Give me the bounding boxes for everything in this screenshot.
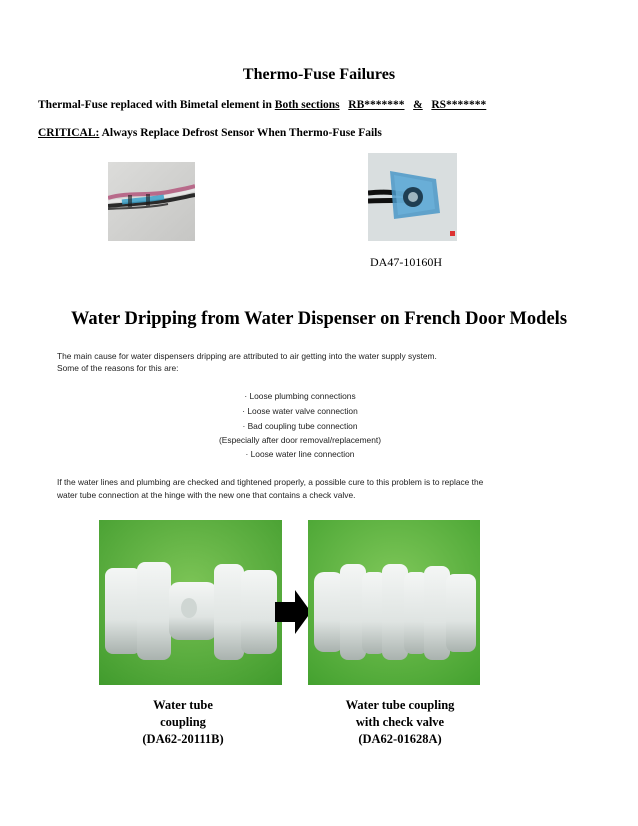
reason-item: · Loose plumbing connections [244, 391, 356, 401]
coupling-caption [118, 697, 248, 748]
reason-item: · Bad coupling tube connection [242, 421, 358, 431]
bimetal-note-prefix: Thermal-Fuse replaced with Bimetal element in [38, 99, 275, 111]
both-sections-text: Both sections [274, 99, 340, 111]
cure-line: If the water lines and plumbing are checked and tightened properly, a possible cure to this problem is to replace the [57, 477, 484, 487]
caption-line: Water tube [153, 698, 213, 712]
caption-line: coupling [160, 715, 206, 729]
cure-line: water tube connection at the hinge with the new one that contains a check valve. [57, 490, 356, 500]
caption-part-number: (DA62-20111B) [142, 732, 224, 746]
critical-label: CRITICAL: [38, 127, 100, 139]
caption-part-number: (DA62-01628A) [358, 732, 442, 746]
defrost-sensor-photo [368, 153, 457, 241]
bimetal-wire-photo [108, 162, 195, 241]
intro-line: Some of the reasons for this are: [57, 363, 179, 373]
critical-note [38, 127, 382, 139]
section-title-water-dripping: Water Dripping from Water Dispenser on French Door Models [70, 309, 568, 329]
intro-line: The main cause for water dispensers dripping are attributed to air getting into the water supply system. [57, 351, 437, 361]
rb-model-text: RB******* [348, 99, 405, 111]
caption-line: Water tube coupling [345, 698, 455, 712]
critical-text: Always Replace Defrost Sensor When Thermo-Fuse Fails [99, 127, 382, 139]
bimetal-note [38, 99, 486, 111]
check-valve-coupling-photo [308, 520, 480, 685]
ampersand-text: & [413, 99, 423, 111]
check-valve-caption [320, 697, 480, 748]
reason-item: (Especially after door removal/replacement) [219, 435, 381, 445]
reason-item: · Loose water valve connection [242, 406, 358, 416]
right-arrow-icon [275, 590, 311, 634]
reason-item: · Loose water line connection [245, 449, 355, 459]
section-title-thermo-fuse: Thermo-Fuse Failures [242, 66, 396, 83]
water-tube-coupling-photo [99, 520, 282, 685]
rs-model-text: RS******* [431, 99, 487, 111]
caption-line: with check valve [355, 715, 445, 729]
sensor-part-number: DA47-10160H [370, 255, 442, 269]
